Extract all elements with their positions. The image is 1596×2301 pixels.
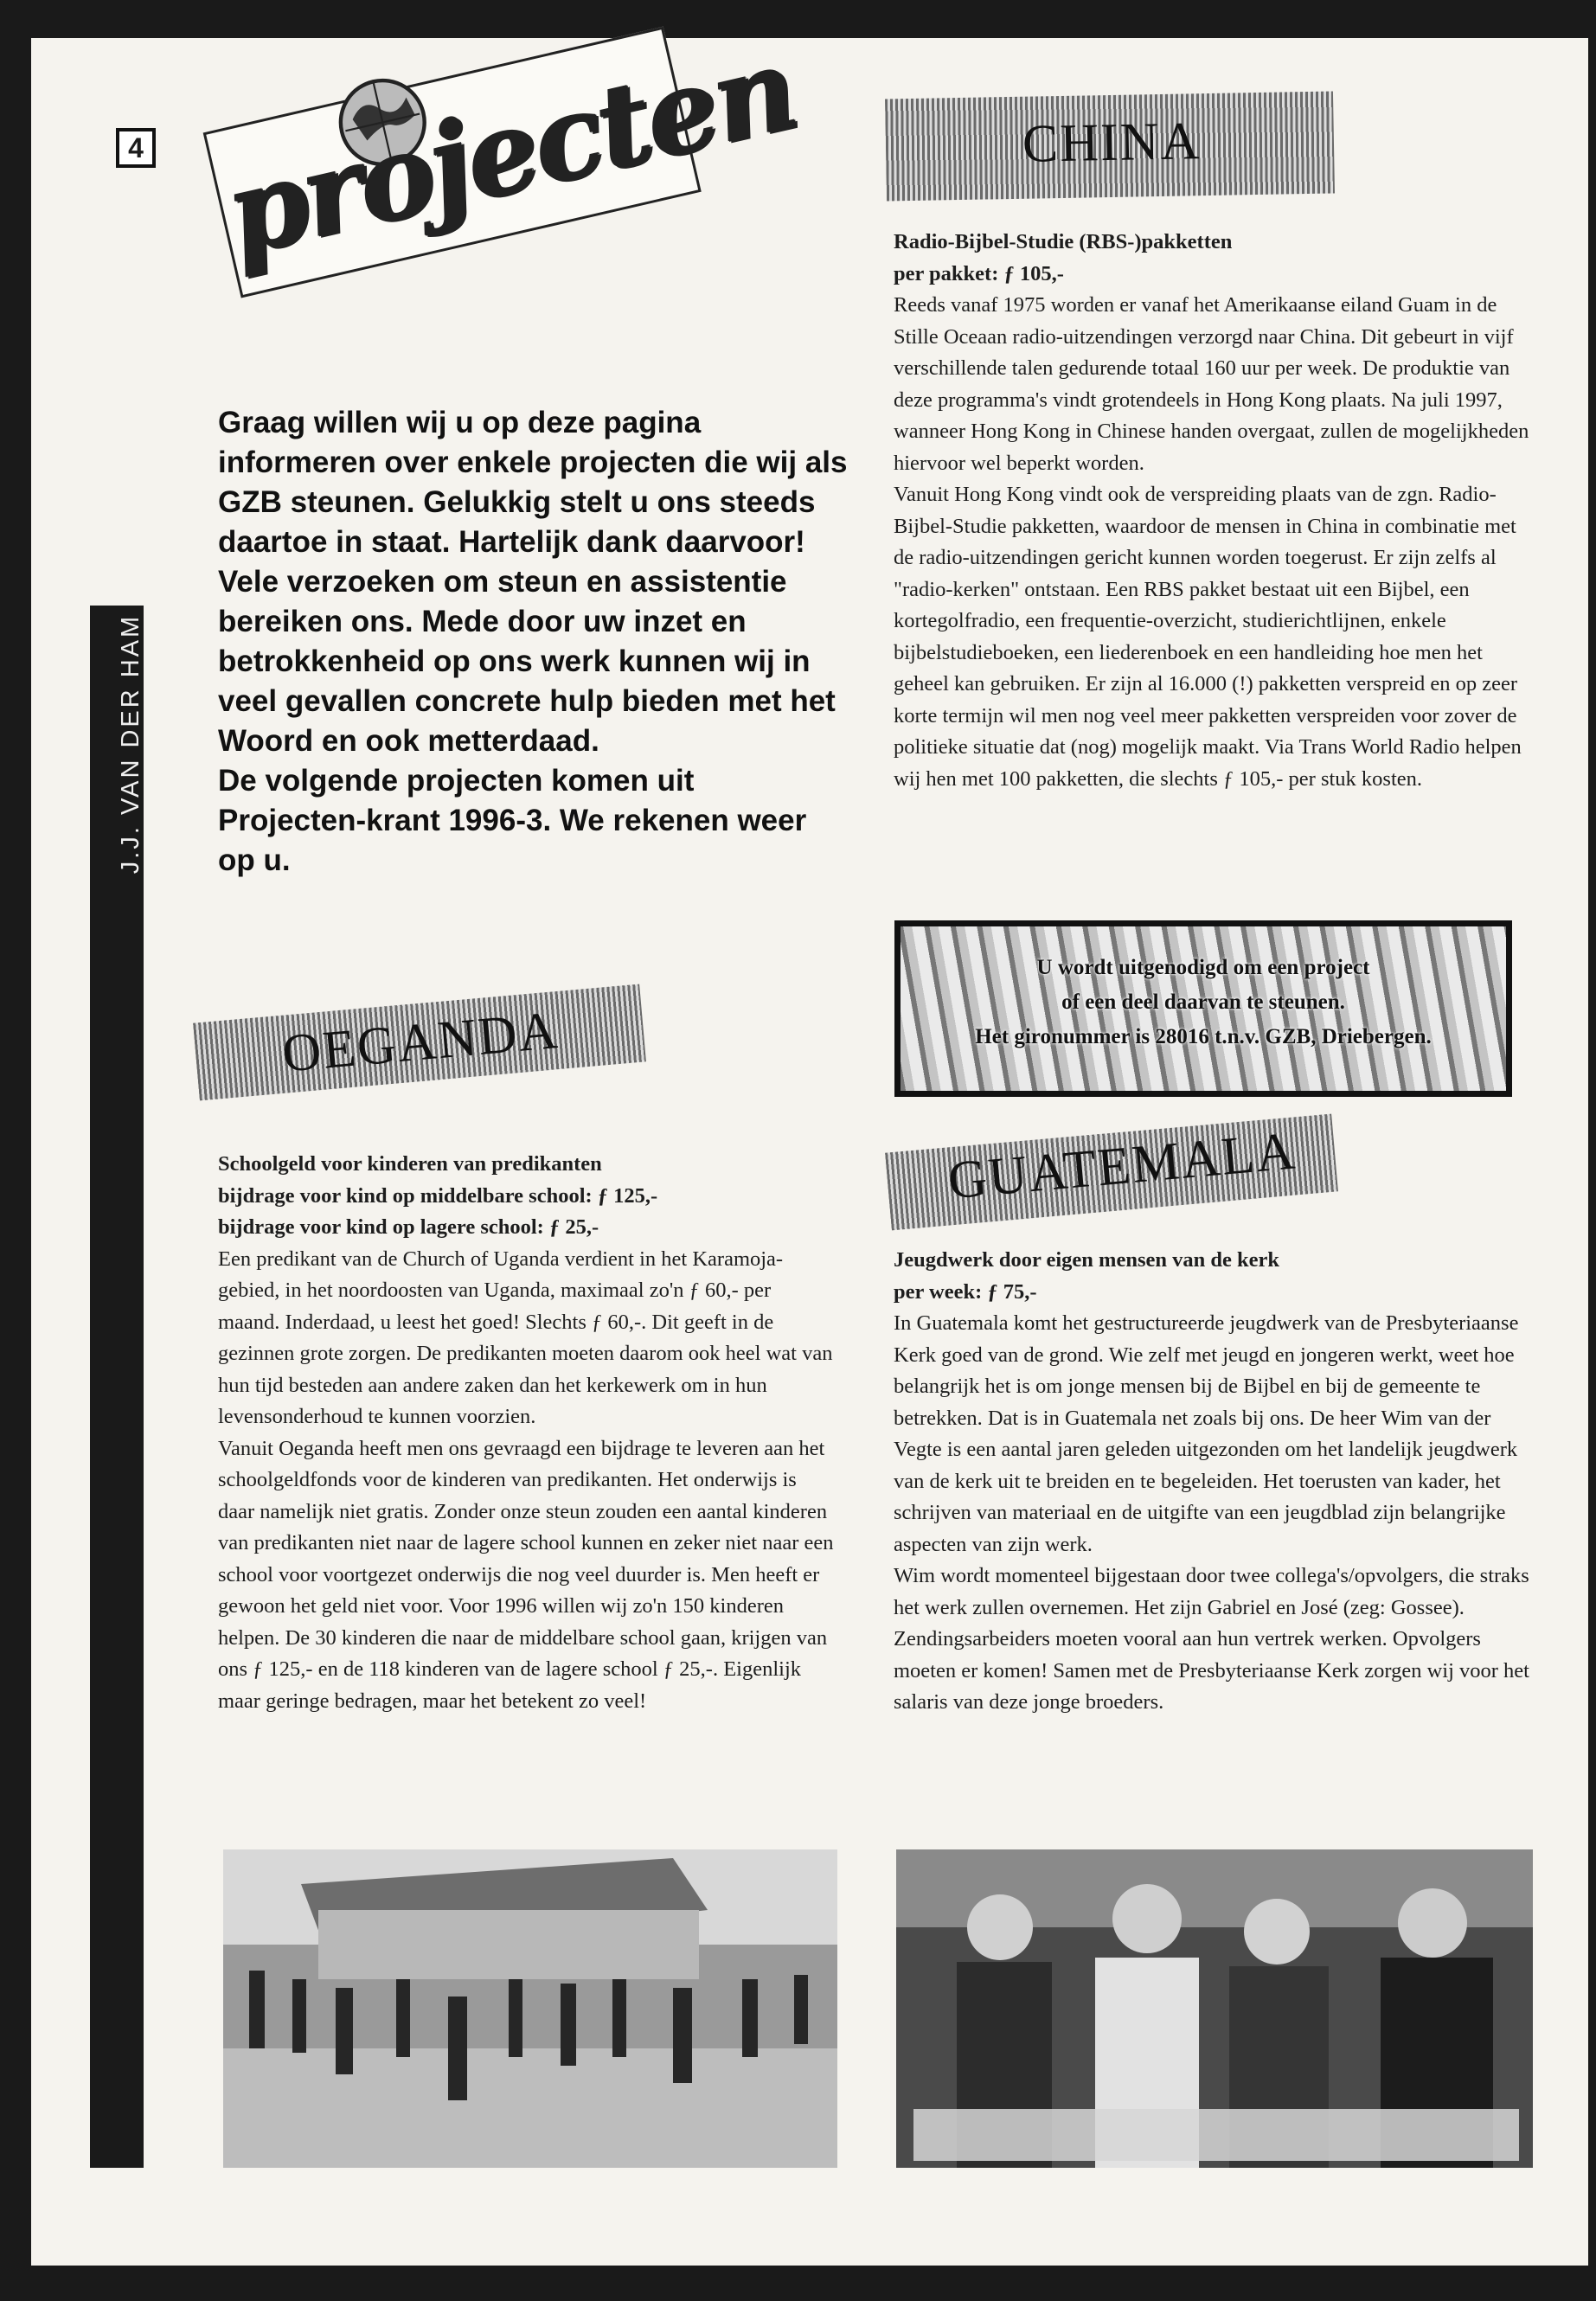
guatemala-paragraph-2: Wim wordt momenteel bijgestaan door twee collega's/opvolgers, die straks het werk zullen overnemen. Het zijn Gabriel en José (zeg: Gossee). Zendingsarbeiders moeten vooral aan hun vertrek werken. Opvolgers moeten er komen! Samen met de Presbyteriaanse Kerk zorgen wij voor het salaris van deze jonge broeders. — [894, 1564, 1529, 1714]
logo-text: projecten — [214, 22, 807, 283]
donation-callout — [894, 920, 1512, 1097]
photo-graphic — [896, 1849, 1533, 2168]
china-title: CHINA — [1022, 112, 1202, 174]
china-paragraph-2: Vanuit Hong Kong vindt ook de verspreiding plaats van de zgn. Radio-Bijbel-Studie pakketten, waardoor de mensen in China in combinatie met de radio-uitzendingen gericht kunnen worden toegerust. Er zijn zelfs al "radio-kerken" ontstaan. Een RBS pakket bestaat uit een Bijbel, een kortegolfradio, een frequentie-overzicht, studierichtlijnen, enkele bijbelstudieboeken, een liederenboek en een handleiding hoe men het geheel kan gebruiken. Er zijn al 16.000 (!) pakketten verspreid en op zeer korte termijn wil men nog veel meer pakketten verspreiden voor zover de politieke situatie dat (nog) mogelijk maakt. Via Trans World Radio helpen wij hen met 100 pakketten, die slechts ƒ 105,- per stuk kosten. — [894, 483, 1522, 791]
guatemala-title: GUATEMALA — [945, 1121, 1299, 1211]
oeganda-price-primary: bijdrage voor kind op lagere school: ƒ 25,- — [218, 1215, 599, 1239]
china-article — [894, 227, 1534, 795]
china-banner — [885, 91, 1335, 201]
intro-text — [218, 403, 849, 881]
photo-graphic — [223, 1849, 837, 2168]
oeganda-title: OEGANDA — [279, 1001, 561, 1084]
intro-paragraph: Graag willen wij u op deze pagina informeren over enkele projecten die wij als GZB steunen. Gelukkig stelt u ons steeds daartoe in staat. Hartelijk dank daarvoor! — [218, 406, 848, 559]
guatemala-price: per week: ƒ 75,- — [894, 1279, 1037, 1304]
oeganda-price-secondary: bijdrage voor kind op middelbare school: ƒ 125,- — [218, 1183, 658, 1208]
author-sidebar — [90, 606, 144, 2168]
guatemala-youth-photo — [896, 1849, 1533, 2168]
china-paragraph-1: Reeds vanaf 1975 worden er vanaf het Amerikaanse eiland Guam in de Stille Oceaan radio-uitzendingen verzorgd naar China. Dit gebeurt in vijf verschillende talen gedurende totaal 160 uur per week. De produktie van deze programma's vindt grotendeels in Hong Kong plaats. Na juli 1997, wanneer Hong Kong in Chinese handen overgaat, zullen de mogelijkheden hiervoor wel beperkt worden. — [894, 293, 1529, 475]
author-name: J.J. VAN DER HAM — [117, 613, 144, 875]
intro-paragraph: Vele verzoeken om steun en assistentie bereiken ons. Mede door uw inzet en betrokkenheid op ons werk kunnen wij in veel gevallen concrete hulp bieden met het Woord en ook metterdaad. — [218, 565, 836, 758]
oeganda-paragraph-1: Een predikant van de Church of Uganda verdient in het Karamoja-gebied, in het noordoosten van Uganda, maximaal zo'n ƒ 60,- per maand. Inderdaad, u leest het goed! Slechts ƒ 60,-. Dit geeft in de gezinnen grote zorgen. De predikanten moeten daarom ook heel wat van hun tijd besteden aan andere zaken dan het kerkewerk om in hun levensonderhoud te kunnen voorzien. — [218, 1247, 833, 1428]
callout-giro-line: Het gironummer is 28016 t.n.v. GZB, Driebergen. — [975, 1025, 1432, 1048]
uganda-schoolyard-photo — [223, 1849, 837, 2168]
page-number: 4 — [116, 128, 156, 168]
china-price: per pakket: ƒ 105,- — [894, 261, 1064, 285]
oeganda-article — [218, 1149, 836, 1717]
oeganda-heading: Schoolgeld voor kinderen van predikanten — [218, 1152, 602, 1176]
guatemala-heading: Jeugdwerk door eigen mensen van de kerk — [894, 1248, 1280, 1272]
guatemala-paragraph-1: In Guatemala komt het gestructureerde jeugdwerk van de Presbyteriaanse Kerk goed van de grond. Wie zelf met jeugd en jongeren werkt, weet hoe belangrijk het is om jonge mensen bij de Bijbel en bij de gemeente te betrekken. Dat is in Guatemala net zoals bij ons. De heer Wim van der Vegte is een aantal jaren geleden uitgezonden om het landelijk jeugdwerk van de kerk uit te breiden en te begeleiden. Het toerusten van kader, het schrijven van materiaal en de uitgifte van een jeugdblad zijn belangrijke aspecten van zijn werk. — [894, 1311, 1519, 1556]
intro-paragraph: De volgende projecten komen uit Projecten-krant 1996-3. We rekenen weer op u. — [218, 764, 807, 877]
china-heading: Radio-Bijbel-Studie (RBS-)pakketten — [894, 230, 1233, 253]
guatemala-article — [894, 1245, 1534, 1719]
callout-line: U wordt uitgenodigd om een project — [1036, 956, 1370, 979]
callout-line: of een deel daarvan te steunen. — [1061, 990, 1345, 1014]
oeganda-paragraph-2: Vanuit Oeganda heeft men ons gevraagd een bijdrage te leveren aan het schoolgeldfonds voor de kinderen van predikanten. Het onderwijs is daar namelijk niet gratis. Zonder onze steun zouden een aantal kinderen van predikanten niet naar de lagere school kunnen en zeker niet naar een school voor voortgezet onderwijs die nog veel duurder is. Men heeft er gewoon het geld niet voor. Voor 1996 willen wij zo'n 150 kinderen helpen. De 30 kinderen die naar de middelbare school gaan, krijgen van ons ƒ 125,- en de 118 kinderen van de lagere school ƒ 25,-. Eigenlijk maar geringe bedragen, maar het betekent zo veel! — [218, 1436, 834, 1713]
